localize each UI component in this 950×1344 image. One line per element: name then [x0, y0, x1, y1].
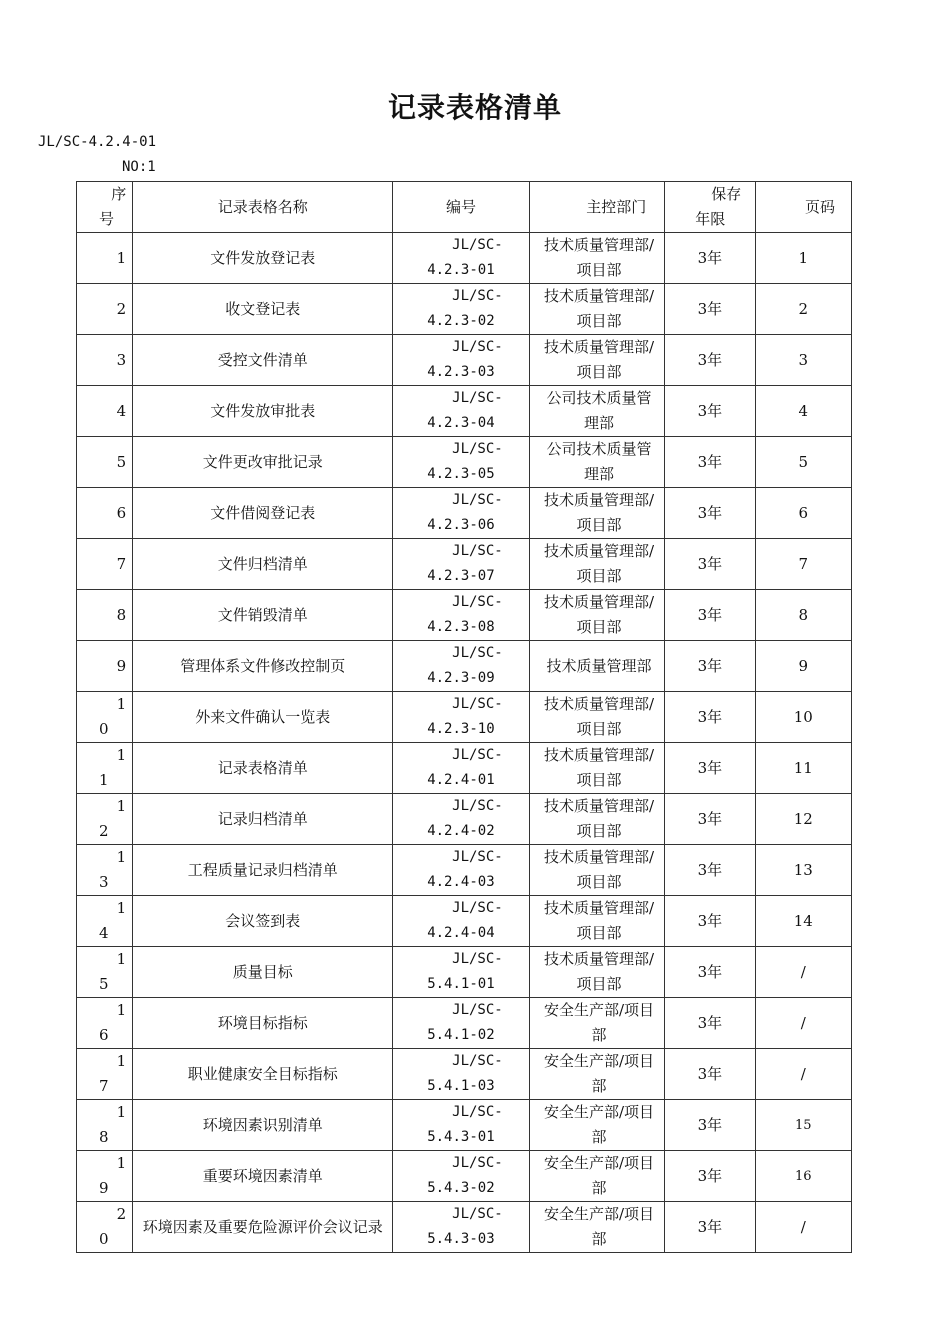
cell-retention: 3年 — [665, 488, 755, 539]
cell-name: 会议签到表 — [133, 896, 393, 947]
cell-page: / — [755, 1202, 851, 1253]
cell-dept: 技术质量管理部/项目部 — [529, 539, 665, 590]
cell-seq — [77, 998, 133, 1049]
cell-code — [393, 1151, 530, 1202]
cell-dept: 安全生产部/项目部 — [529, 1202, 665, 1253]
table-row — [77, 692, 852, 743]
cell-seq-line1: 1 — [116, 1001, 127, 1019]
cell-seq: 7 — [77, 539, 133, 590]
cell-seq-line1: 1 — [116, 695, 127, 713]
cell-seq-line2: 1 — [99, 771, 109, 789]
cell-seq — [77, 743, 133, 794]
header-seq-line2: 号 — [99, 210, 115, 228]
cell-dept: 技术质量管理部/项目部 — [529, 743, 665, 794]
cell-seq — [77, 1151, 133, 1202]
cell-seq-line2: 4 — [99, 924, 109, 942]
cell-name: 文件销毁清单 — [133, 590, 393, 641]
cell-dept: 公司技术质量管理部 — [529, 437, 665, 488]
cell-dept: 安全生产部/项目部 — [529, 1100, 665, 1151]
table-row — [77, 539, 852, 590]
cell-code-line1: JL/SC- — [452, 696, 503, 712]
table-row — [77, 1202, 852, 1253]
cell-page: 5 — [755, 437, 851, 488]
cell-retention: 3年 — [665, 947, 755, 998]
table-row — [77, 437, 852, 488]
cell-code — [393, 845, 530, 896]
cell-code-line1: JL/SC- — [452, 747, 503, 763]
cell-code — [393, 488, 530, 539]
cell-seq — [77, 1202, 133, 1253]
cell-code-line2: 5.4.3-03 — [427, 1231, 495, 1247]
table-row — [77, 233, 852, 284]
version-number: NO:1 — [122, 159, 156, 175]
cell-name: 职业健康安全目标指标 — [133, 1049, 393, 1100]
table-row — [77, 335, 852, 386]
cell-seq — [77, 845, 133, 896]
cell-name: 文件归档清单 — [133, 539, 393, 590]
cell-seq-line2: 9 — [99, 1179, 109, 1197]
cell-seq: 4 — [77, 386, 133, 437]
cell-page: 8 — [755, 590, 851, 641]
cell-retention: 3年 — [665, 896, 755, 947]
header-seq-line1: 序 — [111, 185, 127, 203]
cell-name: 环境因素及重要危险源评价会议记录 — [133, 1202, 393, 1253]
cell-retention: 3年 — [665, 641, 755, 692]
table-row — [77, 386, 852, 437]
cell-retention: 3年 — [665, 386, 755, 437]
cell-retention: 3年 — [665, 1151, 755, 1202]
cell-code — [393, 539, 530, 590]
cell-seq — [77, 896, 133, 947]
cell-name: 文件更改审批记录 — [133, 437, 393, 488]
cell-code-line1: JL/SC- — [452, 1104, 503, 1120]
cell-seq: 6 — [77, 488, 133, 539]
table-row — [77, 896, 852, 947]
cell-seq-line1: 1 — [116, 899, 127, 917]
cell-code-line2: 4.2.3-01 — [427, 262, 495, 278]
cell-code-line1: JL/SC- — [452, 594, 503, 610]
cell-seq-line1: 1 — [116, 848, 127, 866]
cell-code — [393, 335, 530, 386]
header-name: 记录表格名称 — [133, 182, 393, 233]
cell-page: 13 — [755, 845, 851, 896]
cell-name: 环境目标指标 — [133, 998, 393, 1049]
cell-code-line2: 5.4.3-02 — [427, 1180, 495, 1196]
cell-retention: 3年 — [665, 1049, 755, 1100]
cell-dept: 安全生产部/项目部 — [529, 998, 665, 1049]
cell-dept: 技术质量管理部/项目部 — [529, 947, 665, 998]
cell-retention: 3年 — [665, 845, 755, 896]
cell-code — [393, 1049, 530, 1100]
cell-dept: 安全生产部/项目部 — [529, 1151, 665, 1202]
table-row — [77, 1049, 852, 1100]
cell-seq-line2: 7 — [99, 1077, 109, 1095]
cell-retention: 3年 — [665, 539, 755, 590]
cell-code-line1: JL/SC- — [452, 237, 503, 253]
document-code: JL/SC-4.2.4-01 — [38, 134, 157, 150]
cell-seq-line1: 1 — [116, 1052, 127, 1070]
cell-dept: 技术质量管理部/项目部 — [529, 590, 665, 641]
cell-seq-line1: 1 — [116, 950, 127, 968]
cell-code — [393, 998, 530, 1049]
table-row — [77, 590, 852, 641]
cell-name: 文件借阅登记表 — [133, 488, 393, 539]
cell-page: 12 — [755, 794, 851, 845]
cell-page: 4 — [755, 386, 851, 437]
cell-page: 2 — [755, 284, 851, 335]
cell-seq-line2: 3 — [99, 873, 109, 891]
cell-code-line1: JL/SC- — [452, 492, 503, 508]
table-row — [77, 1100, 852, 1151]
cell-code-line1: JL/SC- — [452, 849, 503, 865]
table-row — [77, 947, 852, 998]
cell-code-line1: JL/SC- — [452, 339, 503, 355]
cell-code-line1: JL/SC- — [452, 390, 503, 406]
cell-name: 受控文件清单 — [133, 335, 393, 386]
cell-code-line2: 4.2.3-08 — [427, 619, 495, 635]
cell-dept: 技术质量管理部 — [529, 641, 665, 692]
cell-code-line2: 4.2.3-04 — [427, 415, 495, 431]
header-retention-line1: 保存 — [711, 185, 742, 203]
cell-code-line1: JL/SC- — [452, 951, 503, 967]
cell-seq-line1: 1 — [116, 797, 127, 815]
cell-retention: 3年 — [665, 590, 755, 641]
cell-code — [393, 233, 530, 284]
cell-page: 16 — [755, 1151, 851, 1202]
cell-code-line1: JL/SC- — [452, 288, 503, 304]
cell-page: 10 — [755, 692, 851, 743]
cell-code-line1: JL/SC- — [452, 1053, 503, 1069]
cell-seq: 1 — [77, 233, 133, 284]
cell-code-line2: 4.2.4-01 — [427, 772, 495, 788]
table-row — [77, 1151, 852, 1202]
cell-page: / — [755, 1049, 851, 1100]
cell-code-line2: 4.2.3-06 — [427, 517, 495, 533]
table-row — [77, 743, 852, 794]
table-row — [77, 488, 852, 539]
cell-name: 收文登记表 — [133, 284, 393, 335]
cell-code-line1: JL/SC- — [452, 543, 503, 559]
cell-code-line1: JL/SC- — [452, 1155, 503, 1171]
cell-code-line2: 4.2.4-04 — [427, 925, 495, 941]
cell-seq-line1: 1 — [116, 1103, 127, 1121]
cell-code — [393, 1100, 530, 1151]
cell-code-line2: 4.2.3-07 — [427, 568, 495, 584]
cell-seq-line1: 1 — [116, 1154, 127, 1172]
table-row — [77, 794, 852, 845]
header-retention — [665, 182, 755, 233]
table-header-row — [77, 182, 852, 233]
page-title: 记录表格清单 — [387, 91, 562, 124]
cell-page: 14 — [755, 896, 851, 947]
cell-code-line2: 5.4.1-03 — [427, 1078, 495, 1094]
cell-retention: 3年 — [665, 692, 755, 743]
cell-code-line1: JL/SC- — [452, 798, 503, 814]
cell-name: 文件发放审批表 — [133, 386, 393, 437]
cell-code — [393, 743, 530, 794]
cell-seq-line1: 1 — [116, 746, 127, 764]
cell-code — [393, 947, 530, 998]
cell-name: 外来文件确认一览表 — [133, 692, 393, 743]
cell-code-line1: JL/SC- — [452, 900, 503, 916]
cell-page: 7 — [755, 539, 851, 590]
cell-page: 11 — [755, 743, 851, 794]
cell-dept: 技术质量管理部/项目部 — [529, 233, 665, 284]
cell-page: 15 — [755, 1100, 851, 1151]
cell-code-line2: 4.2.3-02 — [427, 313, 495, 329]
header-code: 编号 — [393, 182, 530, 233]
cell-dept: 技术质量管理部/项目部 — [529, 335, 665, 386]
cell-code-line1: JL/SC- — [452, 645, 503, 661]
cell-retention: 3年 — [665, 794, 755, 845]
cell-code-line1: JL/SC- — [452, 441, 503, 457]
cell-code — [393, 896, 530, 947]
cell-page: 3 — [755, 335, 851, 386]
cell-name: 质量目标 — [133, 947, 393, 998]
cell-retention: 3年 — [665, 743, 755, 794]
cell-seq — [77, 1049, 133, 1100]
cell-seq: 9 — [77, 641, 133, 692]
cell-page: 1 — [755, 233, 851, 284]
cell-retention: 3年 — [665, 335, 755, 386]
cell-seq-line1: 2 — [116, 1205, 127, 1223]
cell-code — [393, 590, 530, 641]
cell-seq: 2 — [77, 284, 133, 335]
cell-page: 6 — [755, 488, 851, 539]
cell-code — [393, 437, 530, 488]
cell-seq-line2: 8 — [99, 1128, 109, 1146]
cell-seq — [77, 794, 133, 845]
cell-retention: 3年 — [665, 437, 755, 488]
cell-retention: 3年 — [665, 284, 755, 335]
cell-dept: 安全生产部/项目部 — [529, 1049, 665, 1100]
header-seq — [77, 182, 133, 233]
cell-seq — [77, 947, 133, 998]
cell-seq: 5 — [77, 437, 133, 488]
cell-dept: 技术质量管理部/项目部 — [529, 845, 665, 896]
table-row — [77, 641, 852, 692]
cell-name: 记录归档清单 — [133, 794, 393, 845]
cell-code-line2: 5.4.1-02 — [427, 1027, 495, 1043]
cell-retention: 3年 — [665, 998, 755, 1049]
cell-code-line2: 4.2.3-10 — [427, 721, 495, 737]
cell-page: / — [755, 947, 851, 998]
cell-code-line1: JL/SC- — [452, 1206, 503, 1222]
cell-code-line2: 4.2.3-05 — [427, 466, 495, 482]
header-dept: 主控部门 — [529, 182, 665, 233]
cell-seq-line2: 0 — [99, 1230, 109, 1248]
cell-name: 文件发放登记表 — [133, 233, 393, 284]
cell-page: 9 — [755, 641, 851, 692]
cell-dept: 技术质量管理部/项目部 — [529, 896, 665, 947]
cell-page: / — [755, 998, 851, 1049]
cell-retention: 3年 — [665, 1202, 755, 1253]
cell-seq-line2: 6 — [99, 1026, 109, 1044]
cell-code-line2: 4.2.3-09 — [427, 670, 495, 686]
records-table — [76, 181, 852, 1253]
cell-code-line2: 5.4.1-01 — [427, 976, 495, 992]
cell-name: 记录表格清单 — [133, 743, 393, 794]
cell-seq: 8 — [77, 590, 133, 641]
cell-code — [393, 1202, 530, 1253]
cell-seq: 3 — [77, 335, 133, 386]
cell-name: 环境因素识别清单 — [133, 1100, 393, 1151]
cell-dept: 技术质量管理部/项目部 — [529, 692, 665, 743]
cell-code-line2: 5.4.3-01 — [427, 1129, 495, 1145]
table-row — [77, 998, 852, 1049]
cell-name: 管理体系文件修改控制页 — [133, 641, 393, 692]
cell-code — [393, 386, 530, 437]
cell-dept: 技术质量管理部/项目部 — [529, 488, 665, 539]
header-page: 页码 — [755, 182, 851, 233]
cell-seq-line2: 5 — [99, 975, 109, 993]
header-retention-line2: 年限 — [695, 210, 726, 228]
cell-seq-line2: 0 — [99, 720, 109, 738]
cell-dept: 技术质量管理部/项目部 — [529, 284, 665, 335]
cell-dept: 技术质量管理部/项目部 — [529, 794, 665, 845]
cell-name: 工程质量记录归档清单 — [133, 845, 393, 896]
cell-code-line2: 4.2.4-02 — [427, 823, 495, 839]
cell-dept: 公司技术质量管理部 — [529, 386, 665, 437]
cell-retention: 3年 — [665, 1100, 755, 1151]
cell-code — [393, 641, 530, 692]
cell-name: 重要环境因素清单 — [133, 1151, 393, 1202]
cell-code — [393, 692, 530, 743]
cell-seq — [77, 692, 133, 743]
cell-code-line2: 4.2.4-03 — [427, 874, 495, 890]
cell-code-line1: JL/SC- — [452, 1002, 503, 1018]
cell-code-line2: 4.2.3-03 — [427, 364, 495, 380]
cell-code — [393, 284, 530, 335]
cell-code — [393, 794, 530, 845]
cell-seq-line2: 2 — [99, 822, 109, 840]
table-row — [77, 845, 852, 896]
cell-retention: 3年 — [665, 233, 755, 284]
cell-seq — [77, 1100, 133, 1151]
table-row — [77, 284, 852, 335]
